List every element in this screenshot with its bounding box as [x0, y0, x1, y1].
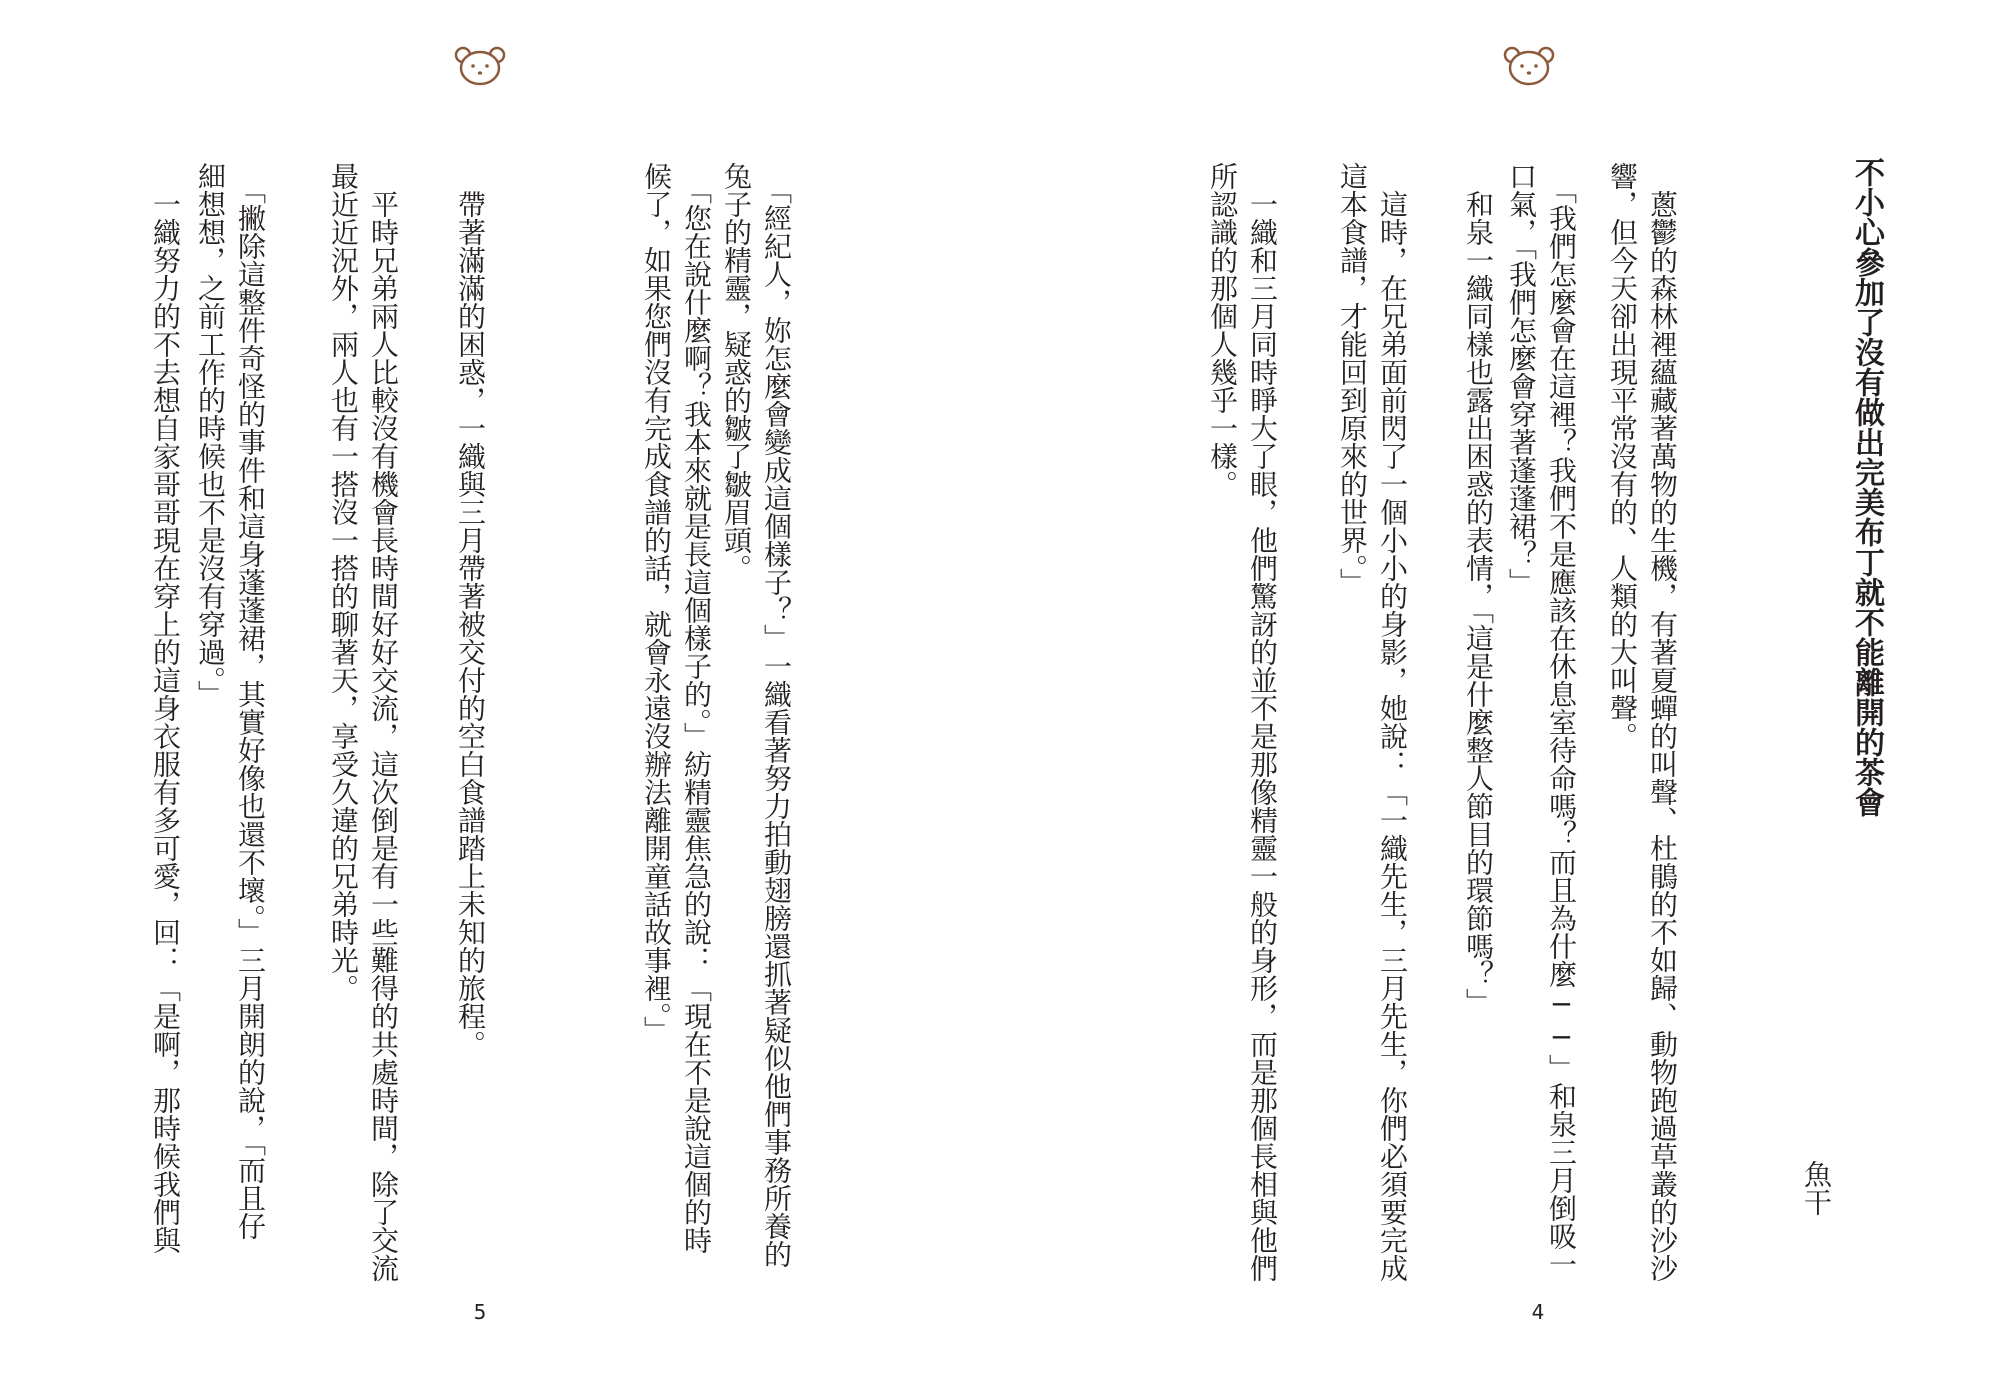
- text-column: 這時，在兄弟面前閃了一個小小的身影，她說：「一織先生，三月先生，你們必須要完成: [1376, 162, 1409, 1282]
- bear-face-icon: [454, 46, 506, 86]
- text-column: 細想想，之前工作的時候也不是沒有穿過。」: [194, 162, 227, 708]
- story-title: 不小心參加了沒有做出完美布丁就不能離開的茶會: [1849, 157, 1884, 817]
- text-column: 響，但今天卻出現平常沒有的、人類的大叫聲。: [1606, 162, 1639, 750]
- text-column: 和泉一織同樣也露出困惑的表情，「這是什麼整人節目的環節嗎？」: [1462, 162, 1495, 1016]
- text-column: 蔥鬱的森林裡蘊藏著萬物的生機，有著夏蟬的叫聲、杜鵑的不如歸、動物跑過草叢的沙沙: [1646, 162, 1679, 1282]
- text-column: 平時兄弟兩人比較沒有機會長時間好好交流，這次倒是有一些難得的共處時間，除了交流: [367, 162, 400, 1282]
- text-column: 「經紀人，妳怎麼會變成這個樣子？」一織看著努力拍動翅膀還抓著疑似他們事務所養的: [760, 162, 793, 1268]
- text-column: 這本食譜，才能回到原來的世界。」: [1336, 162, 1369, 596]
- text-column: 候了，如果您們沒有完成食譜的話，就會永遠沒辦法離開童話故事裡。」: [640, 162, 673, 1044]
- bear-face-icon: [1503, 46, 1555, 86]
- text-column: 一織努力的不去想自家哥哥現在穿上的這身衣服有多可愛，回：「是啊，那時候我們與: [149, 162, 182, 1254]
- right-page: [998, 0, 1996, 1374]
- page-number: 5: [473, 1300, 487, 1324]
- author-name: 魚干: [1800, 1160, 1833, 1216]
- text-column: 「我們怎麼會在這裡？我們不是應該在休息室待命嗎？而且為什麼──」和泉三月倒吸一: [1545, 162, 1578, 1278]
- text-column: 「撇除這整件奇怪的事件和這身蓬蓬裙，其實好像也還不壞。」三月開朗的說，「而且仔: [234, 162, 267, 1240]
- text-column: 所認識的那個人幾乎一樣。: [1206, 162, 1239, 498]
- text-column: 兔子的精靈，疑惑的皺了皺眉頭。: [720, 162, 753, 582]
- page-number: 4: [1531, 1300, 1545, 1324]
- text-column: 最近近況外，兩人也有一搭沒一搭的聊著天，享受久違的兄弟時光。: [327, 162, 360, 1002]
- text-column: 帶著滿滿的困惑，一織與三月帶著被交付的空白食譜踏上未知的旅程。: [454, 162, 487, 1058]
- text-column: 口氣，「我們怎麼會穿著蓬蓬裙？」: [1505, 162, 1538, 596]
- text-column: 「您在說什麼啊？我本來就是長這個樣子的。」紡精靈焦急的說：「現在不是說這個的時: [680, 162, 713, 1254]
- text-column: 一織和三月同時睜大了眼，他們驚訝的並不是那像精靈一般的身形，而是那個長相與他們: [1246, 162, 1279, 1282]
